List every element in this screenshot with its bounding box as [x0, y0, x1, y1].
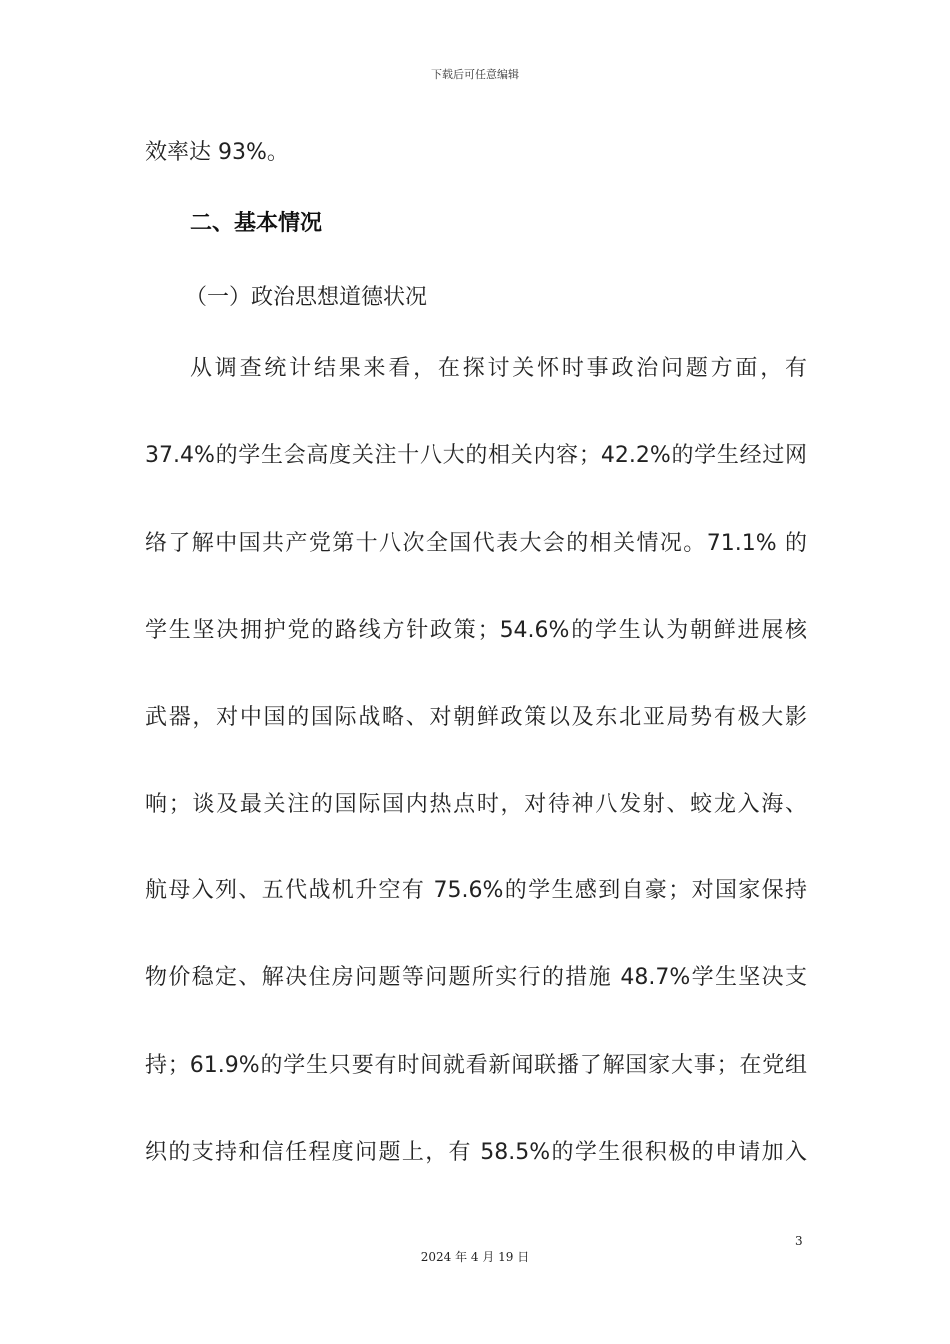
paragraph-line-9: 持；61.9%的学生只要有时间就看新闻联播了解国家大事；在党组	[145, 1053, 807, 1078]
section-heading: 二、基本情况	[190, 211, 323, 236]
paragraph-line-7: 航母入列、五代战机升空有 75.6%的学生感到自豪；对国家保持	[145, 878, 807, 903]
footer-date: 2024 年 4 月 19 日	[420, 1250, 530, 1264]
paragraph-line-6: 响；谈及最关注的国际国内热点时，对待神八发射、蛟龙入海、	[145, 792, 807, 817]
paragraph-line-8: 物价稳定、解决住房问题等问题所实行的措施 48.7%学生坚决支	[145, 965, 807, 990]
subsection-heading: （一）政治思想道德状况	[185, 285, 428, 310]
paragraph-line-2: 37.4%的学生会高度关注十八大的相关内容；42.2%的学生经过网	[145, 443, 807, 468]
continuation-line: 效率达 93%。	[145, 140, 289, 165]
paragraph-line-5: 武器，对中国的国际战略、对朝鲜政策以及东北亚局势有极大影	[145, 705, 807, 730]
paragraph-line-10: 织的支持和信任程度问题上，有 58.5%的学生很积极的申请加入	[145, 1140, 807, 1165]
page-number: 3	[795, 1234, 803, 1248]
header-note: 下载后可任意编辑	[431, 68, 519, 81]
paragraph-line-4: 学生坚决拥护党的路线方针政策；54.6%的学生认为朝鲜进展核	[145, 618, 807, 643]
paragraph-line-1: 从调查统计结果来看，在探讨关怀时事政治问题方面，有	[190, 356, 807, 381]
paragraph-line-3: 络了解中国共产党第十八次全国代表大会的相关情况。71.1% 的	[145, 531, 807, 556]
